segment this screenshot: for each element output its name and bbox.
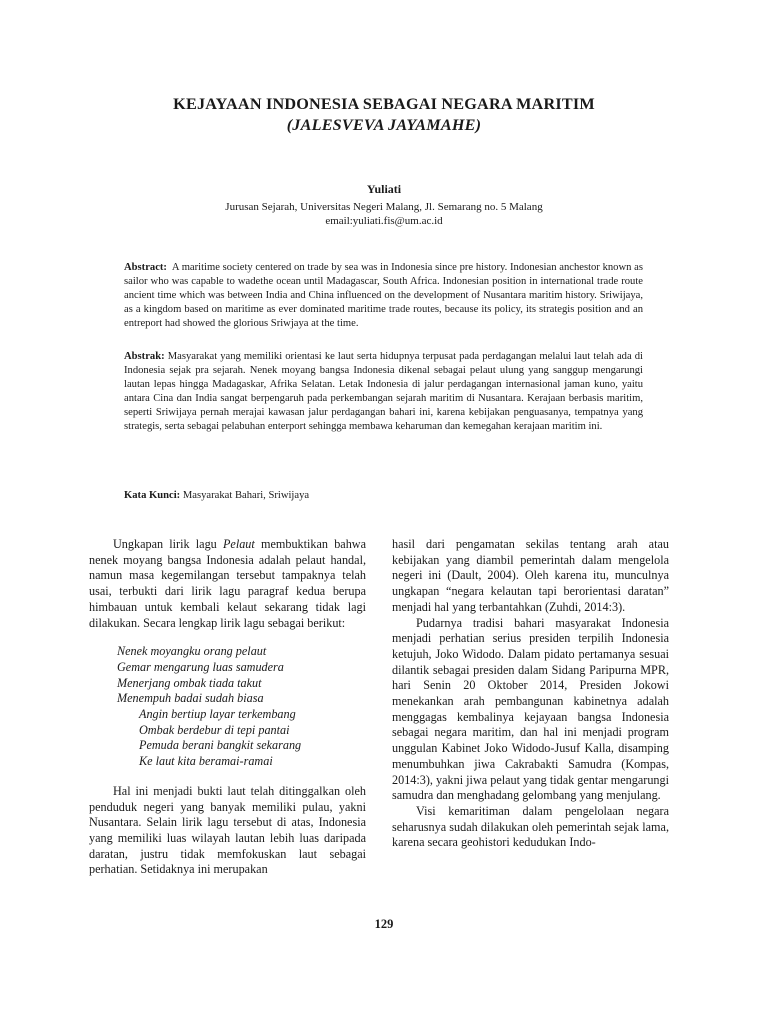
paragraph: Visi kemaritiman dalam pengelolaan negara seharusnya sudah dilakukan oleh pemerintah sejak lama, karena secara geohistori kedudukan Indo- (392, 803, 669, 850)
song-title: Pelaut (222, 537, 255, 551)
paragraph: Pudarnya tradisi bahari masyarakat Indonesia menjadi perhatian serius presiden terpilih Indonesia ketujuh, Joko Widodo. Dalam pidato pertamanya sesuai dilantik sebagai presiden dalam Sidang Paripurna MPR, hari Senin 20 Oktober 2014, Presiden Jokowi menekankan arah pembangunan kabinetnya adalah menggagas kembalinya kejayaan bangsa Indonesia sebagai negara maritim, dan hal ini menjadi program unggulan Kabinet Joko Widodo-Jusuf Kalla, disamping menumbuhkan jiwa Cakrabakti Samudra (Kompas, 2014:3), yakni jiwa pelaut yang tidak gentar mengarungi samudra dan menghadang gelombang yang menjulang. (392, 615, 669, 803)
lyric-line: Angin bertiup layar terkembang (139, 707, 296, 722)
page-number: 129 (374, 917, 394, 931)
lyric-line: Gemar mengarung luas samudera (117, 659, 284, 674)
paragraph-text: Ungkapan lirik lagu (113, 537, 223, 551)
paragraph-text: membuktikan bahwa nenek moyang bangsa Indonesia adalah pelaut handal, namun masa kegemilangan tersebut tampaknya telah usai, terbukti dari lirik lagu paragraf kedua berupa himbauan untuk kembali kelaut sekarang tidak lagi dilakukan. Secara lengkap lirik lagu sebagai berikut: (89, 537, 367, 630)
abstrak-text: Masyarakat yang memiliki orientasi ke laut serta hidupnya terpusat pada perdagangan melalui laut telah ada di Indonesia sejak pra sejarah. Nenek moyang bangsa Indonesia dikenal sebagai pelaut ulung yang sanggup mengarungi lautan lepas hingga Madagaskar, Afrika Selatan. Letak Indonesia di jalur perdagangan internasional jaman kuno, yaitu antara Cina dan India sangat berpengaruh pada perkembangan sejarah maritim di Nusantara. Kerajaan berbasis maritim, seperti Sriwijaya pernah merajai kawasan jalur perdagangan bahari ini, karena kebijakan penguasanya, tempatnya yang strategis, serta sebagai pelabuhan enterport sehingga membawa keharuman dan kemegahan kerajaan maritim ini. (124, 351, 643, 432)
lyric-line: Pemuda berani bangkit sekarang (139, 738, 302, 753)
abstract-indonesian (124, 350, 643, 433)
paragraph: Hal ini menjadi bukti laut telah ditinggalkan oleh penduduk negeri yang banyak memiliki pulau, yakni Nusantara. Selain lirik lagu tersebut di atas, Indonesia yang memiliki luas wilayah lautan lebih luas daripada daratan, justru tidak memfokuskan laut sebagai perhatian. Setidaknya ini merupakan (89, 783, 366, 877)
abstract-text: A maritime society centered on trade by sea was in Indonesia since pre history. Indonesian anchestor known as sailor who was capable to wadethe ocean until Madagascar, South Africa. Indonesian position in international trade route ancient time which was between India and China influenced on the development of Nusantara maritim history. Sriwijaya, as a kingdom based on maritime as ever dominated maritime trade routes, because its policy, its strategis position and an entreport had showed the glorious Sriwjaya at the time. (124, 262, 643, 329)
abstrak-label: Abstrak: (124, 351, 165, 362)
title-line-1: KEJAYAAN INDONESIA SEBAGAI NEGARA MARITIM (173, 95, 595, 113)
author-name: Yuliati (366, 182, 402, 196)
body-column-left (89, 537, 366, 878)
lyric-line: Nenek moyangku orang pelaut (117, 644, 267, 659)
paragraph (89, 537, 366, 631)
body-column-right (392, 537, 669, 851)
title-line-2: (JALESVEVA JAYAMAHE) (286, 116, 482, 134)
lyric-line: Ombak berdebur di tepi pantai (139, 722, 290, 737)
author-affiliation-block (0, 200, 768, 228)
author-affiliation: Jurusan Sejarah, Universitas Negeri Malang, Jl. Semarang no. 5 Malang (225, 201, 543, 213)
abstract-label: Abstract: (124, 262, 167, 273)
keywords-text: Masyarakat Bahari, Sriwijaya (182, 490, 310, 501)
abstract-english (124, 261, 643, 331)
lyric-line: Menempuh badai sudah biasa (117, 691, 264, 706)
paragraph: hasil dari pengamatan sekilas tentang arah atau kebijakan yang diambil pemerintah dalam mengelola negeri ini (Dault, 2004). Oleh karena itu, munculnya ungkapan “negara kelautan tapi berorientasi daratan” menjadi hal yang terbantahkan (Zuhdi, 2014:3). (392, 537, 669, 614)
author-email: email:yuliati.fis@um.ac.id (325, 215, 443, 227)
lyric-line: Menerjang ombak tiada takut (117, 675, 262, 690)
keywords (124, 489, 643, 503)
song-lyrics (117, 644, 366, 770)
lyric-line: Ke laut kita beramai-ramai (139, 754, 273, 769)
paper-title (0, 94, 768, 136)
keywords-label: Kata Kunci: (124, 490, 181, 501)
